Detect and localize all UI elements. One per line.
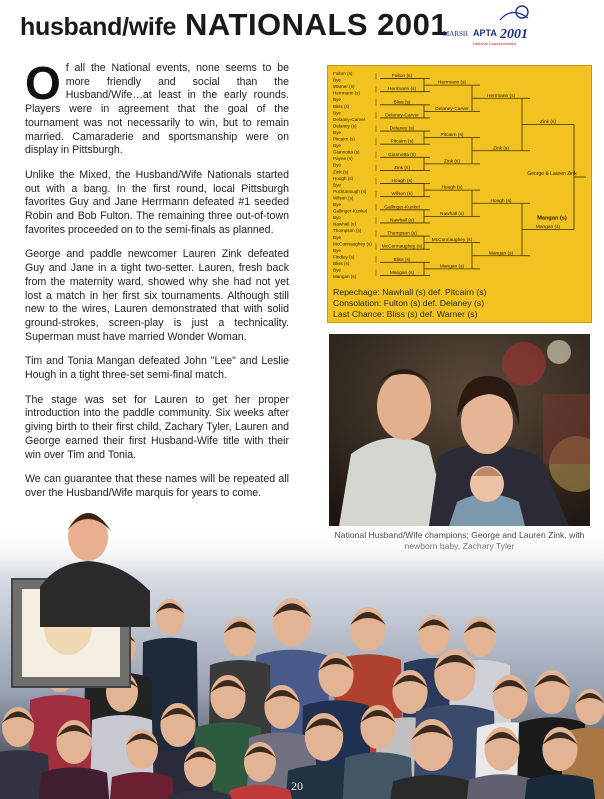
bracket-team: Mangan (s) xyxy=(389,270,415,276)
bracket-entrant: Bye xyxy=(333,97,341,103)
bracket-entrant: Warner (s) xyxy=(333,84,355,90)
paragraph-2: Unlike the Mixed, the Husband/Wife Nationals started out with a bang. In the first round, local Pittsburgh favorites Guy and Jane Herrmann defeated #1 seeded Robin and Bob Fulton. The remaining three out-of-town favorites proceeded on to the semi-finals as planned. xyxy=(25,168,289,236)
bracket-entrant: Bye xyxy=(333,234,341,240)
bracket-team: Delaney-Carver xyxy=(435,106,469,112)
bracket-team: Nawhall (s) xyxy=(390,218,414,224)
bracket-team: Herrmann (s) xyxy=(486,93,516,99)
bracket-entrant: Nawhall (s) xyxy=(333,221,356,227)
final-label: George & Lauren Zink xyxy=(527,171,577,177)
bracket-entrant: Fulton (s) xyxy=(333,71,353,76)
bracket-team: Wilson (s) xyxy=(391,192,413,198)
bracket-team: Delaney-Carver xyxy=(385,113,419,119)
swoosh-icon xyxy=(500,12,528,20)
bracket-team: Mangan (s) xyxy=(535,225,561,230)
bracket-team: Herrmann (s) xyxy=(437,80,467,86)
bracket-entrant: Delaney-Carver xyxy=(333,116,366,122)
marsh-apta-logo xyxy=(440,2,546,54)
bracket-team: Pitcairn (s) xyxy=(440,133,464,139)
bracket-team: Zink (s) xyxy=(444,159,460,165)
bracket-entrant: Findley (s) xyxy=(333,254,355,260)
bracket-entrant: Bliss (s) xyxy=(333,103,350,109)
bracket-team: Giannotta (s) xyxy=(388,152,416,158)
bracket-entrant: McConnaughey (s) xyxy=(333,241,372,247)
champion-label: Mangan (s) xyxy=(537,215,567,222)
bracket-entrant: Hough (s) xyxy=(333,175,354,181)
bracket-entrant: Payne (s) xyxy=(333,156,353,162)
bracket-entrant: Giannotta (s) xyxy=(333,149,360,155)
bracket-entrant: Bye xyxy=(333,247,341,253)
logo-org: APTA xyxy=(473,28,497,38)
bracket-team: Zink (s) xyxy=(493,146,509,152)
dropcap: O xyxy=(25,57,61,109)
paragraph-4: Tim and Tonia Mangan defeated John "Lee" and Leslie Hough in a tight three-set semi-final match. xyxy=(25,355,289,382)
bracket-results xyxy=(333,287,487,319)
bracket-entrant: Bye xyxy=(333,77,341,83)
page-number: 20 xyxy=(291,779,303,793)
bracket-team: McConnaughey (s) xyxy=(381,244,423,250)
article-body xyxy=(25,57,289,512)
bracket-team: Bliss (s) xyxy=(393,257,411,263)
person-body xyxy=(110,772,174,799)
bracket-entrant: Bye xyxy=(333,215,341,221)
bracket-entrant: Thompson (s) xyxy=(333,228,362,234)
repechage-result: Repechage: Nawhall (s) def. Pitcairn (s) xyxy=(333,287,487,297)
bracket-entrant: Herrmann (s) xyxy=(333,90,361,96)
bracket-team: Pitcairn (s) xyxy=(390,139,414,145)
paragraph-3: George and paddle newcomer Lauren Zink defeated Guy and Jane in a tight two-setter. Lauren, fresh back from the maternity ward, showed why she had not yet lost a match in her first six tournaments. Although still new to the wires, Lauren demonstrated that with solid ground-strokes, screen-play is just a technicality. Superman must have married Wonder Woman. xyxy=(25,248,289,343)
bracket-team: Hough (s) xyxy=(490,198,512,204)
last-chance-result: Last Chance: Bliss (s) def. Warner (s) xyxy=(333,308,478,319)
bracket-team: Zink (s) xyxy=(540,120,556,125)
bracket-entrant: Wilson (s) xyxy=(333,195,354,201)
bracket-entrant: Pucktanough (s) xyxy=(333,188,367,194)
bracket-diagram xyxy=(328,66,591,322)
tournament-bracket xyxy=(327,65,592,323)
bracket-team: Zink (s) xyxy=(394,165,410,171)
bracket-entrant: Zink (s) xyxy=(333,169,349,175)
group-photo xyxy=(0,487,604,799)
bracket-entrant: Pitcairn (s) xyxy=(333,136,355,142)
bracket-entrant: Bye xyxy=(333,202,341,207)
bracket-entrant: Bye xyxy=(333,182,341,188)
consolation-result: Consolation: Fulton (s) def. Delaney (s) xyxy=(333,297,485,308)
bracket-entrant: Bye xyxy=(333,110,341,116)
paragraph-5: The stage was set for Lauren to get her proper introduction into the paddle community. Six weeks after giving birth to their first child, Zachary Tyler, Lauren and George earned their first Husband-Wife title with their win over Tim and Tonia. xyxy=(25,393,289,461)
paragraph-1: Of all the National events, none seems to be more friendly and social than the Husband/Wife…at least in the early rounds. Players were in agreement that the goal of the tournament was not necessarily to win, but to remain married. Camaraderie and sportsmanship were on display in Pittsburgh. xyxy=(25,57,289,157)
bracket-team: McConnaughey (s) xyxy=(431,238,473,244)
bracket-team: Mangan (s) xyxy=(439,264,465,270)
bracket-entrant: Bye xyxy=(333,162,341,168)
bracket-team: Fulton (s) xyxy=(391,74,413,80)
logo-year: 2001 xyxy=(500,27,528,42)
bracket-team: Bliss (s) xyxy=(393,100,411,106)
bracket-team: Gallinger-Kunkel xyxy=(384,205,420,211)
bracket-team: Delaney (s) xyxy=(389,126,415,132)
bracket-entrant: Bye xyxy=(333,129,341,135)
bracket-entrant: Bliss (s) xyxy=(333,260,350,266)
bracket-team: Mangan (s) xyxy=(488,251,514,257)
logo-brand: MARSH xyxy=(443,30,468,38)
person-body xyxy=(39,767,109,799)
bracket-team: Nawhall (s) xyxy=(440,211,464,217)
paragraph-6: We can guarantee that these names will be repeated all over the Husband/Wife marquis for years to come. xyxy=(25,473,289,499)
bracket-team: Hough (s) xyxy=(441,185,463,191)
bracket-entrant: Mangan (s) xyxy=(333,274,357,280)
page-title: husband/wife NATIONALS 2001 xyxy=(20,7,449,42)
bracket-team: Hough (s) xyxy=(391,179,413,185)
bracket-entrant: Delaney (s) xyxy=(333,123,357,129)
bracket-entrant: Bye xyxy=(333,267,341,273)
bracket-team: Herrmann (s) xyxy=(387,87,417,93)
bracket-entrant: Bye xyxy=(333,143,341,149)
logo-subtitle: National Championships xyxy=(473,41,517,46)
person-body xyxy=(525,774,595,799)
bracket-entrant: Gallinger-Kunkel xyxy=(333,208,367,214)
bracket-team: Thompson (s) xyxy=(387,231,417,237)
